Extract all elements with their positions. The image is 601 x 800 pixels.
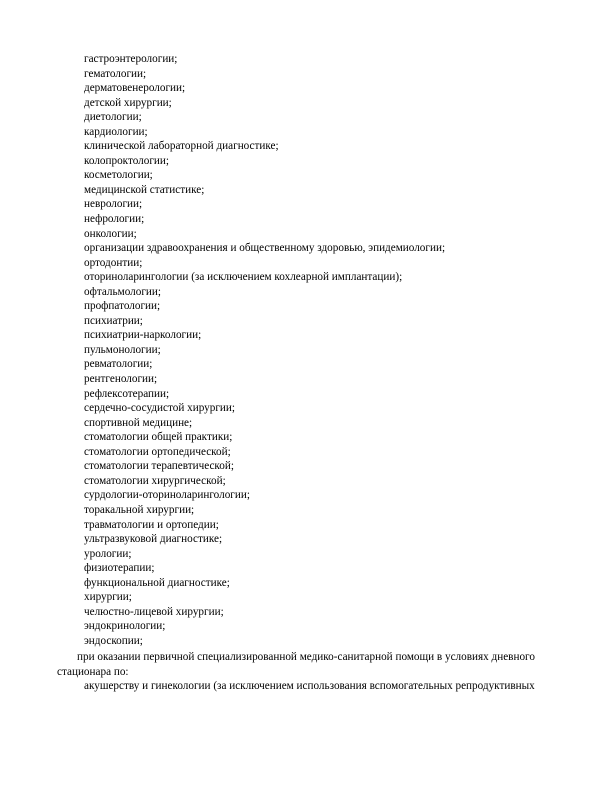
list-item: кардиологии; [84, 125, 148, 138]
list-item: косметологии; [84, 169, 153, 182]
list-item: ортодонтии; [84, 256, 143, 269]
list-item: стоматологии терапевтической; [84, 460, 234, 473]
list-item: рефлексотерапии; [84, 387, 170, 400]
list-item: хирургии; [84, 591, 132, 604]
list-item: сердечно-сосудистой хирургии; [84, 402, 236, 415]
list-item: стоматологии хирургической; [84, 474, 226, 487]
body-paragraph [57, 650, 577, 679]
list-item: оториноларингологии (за исключением кохлеарной имплантации); [84, 271, 403, 284]
list-item: стоматологии общей практики; [84, 431, 233, 444]
list-item: диетологии; [84, 111, 142, 124]
list-item: дерматовенерологии; [84, 82, 186, 95]
list-item: колопроктологии; [84, 154, 169, 167]
list-item: гастроэнтерологии; [84, 53, 178, 65]
list-item: медицинской статистике; [84, 183, 205, 196]
list-item: стоматологии ортопедической; [84, 445, 231, 458]
list-item: эндокринологии; [84, 620, 166, 633]
list-item: эндоскопии; [84, 634, 143, 647]
list-item: травматологии и ортопедии; [84, 518, 219, 531]
list-item: функциональной диагностике; [84, 576, 230, 589]
list-item: урологии; [84, 547, 132, 560]
list-item: нефрологии; [84, 213, 145, 226]
list-item: психиатрии-наркологии; [84, 329, 202, 342]
list-item: рентгенологии; [84, 373, 158, 386]
list-item: сурдологии-оториноларингологии; [84, 489, 250, 502]
list-item: неврологии; [84, 198, 143, 211]
list-item: психиатрии; [84, 314, 143, 327]
specialty-list [84, 52, 445, 648]
list-item: торакальной хирургии; [84, 503, 195, 516]
list-item: челюстно-лицевой хирургии; [84, 605, 224, 618]
continuation-line: акушерству и гинекологии (за исключением использования вспомогательных репродуктивных [84, 680, 535, 692]
paragraph-text: при оказании первичной специализированной медико-санитарной помощи в условиях дневного стационара по: [57, 651, 535, 678]
list-item: детской хирургии; [84, 96, 172, 109]
list-item: клинической лабораторной диагностике; [84, 140, 279, 153]
list-item: профпатологии; [84, 300, 161, 313]
list-item: физиотерапии; [84, 562, 155, 575]
list-item: ревматологии; [84, 358, 153, 371]
list-item: офтальмологии; [84, 285, 161, 298]
list-item: спортивной медицине; [84, 416, 193, 429]
list-item: онкологии; [84, 227, 137, 240]
list-item: ультразвуковой диагностике; [84, 533, 223, 546]
list-item: пульмонологии; [84, 343, 161, 356]
list-item: организации здравоохранения и общественному здоровью, эпидемиологии; [84, 242, 446, 255]
list-item: гематологии; [84, 67, 147, 80]
